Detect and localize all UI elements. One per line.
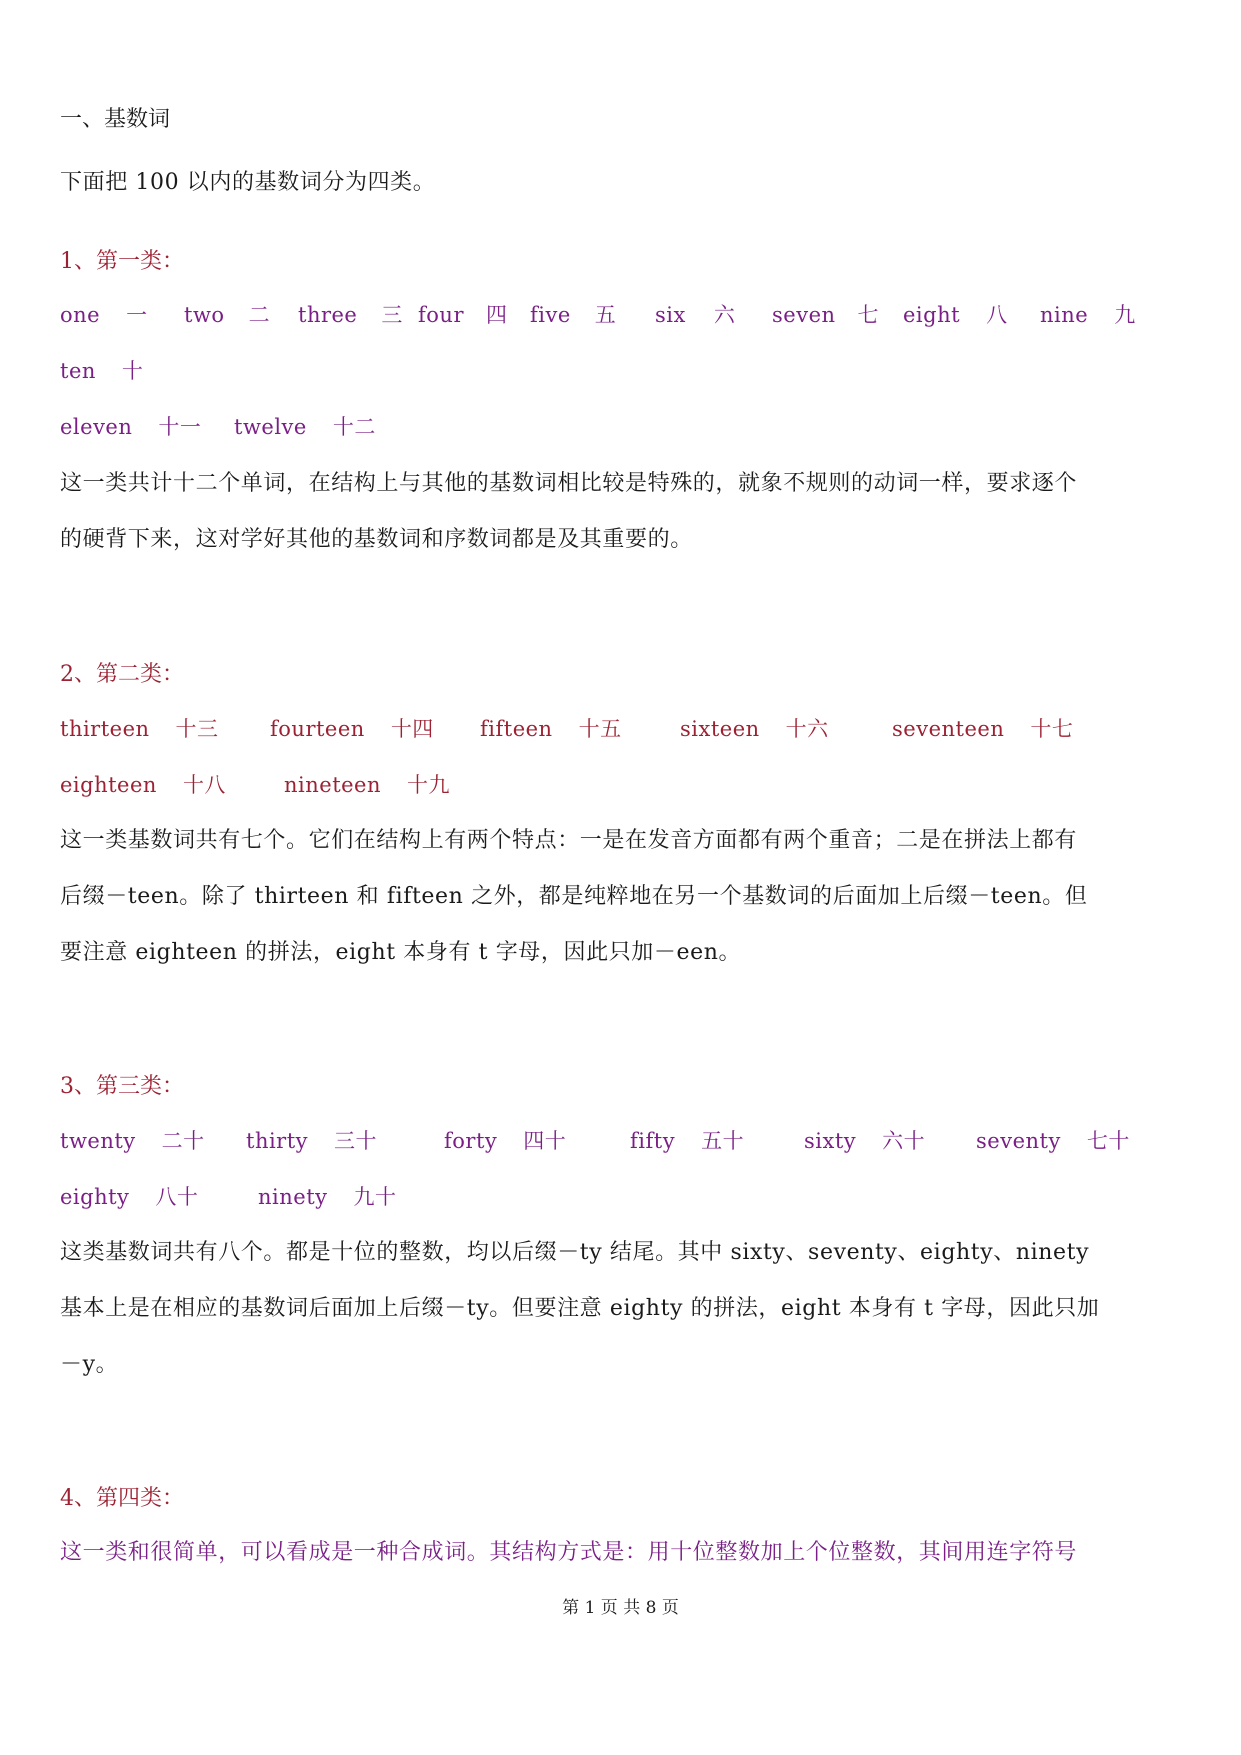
word-pair: thirty 三十 [246,1129,378,1153]
word-pair: nine 九 [1040,303,1136,327]
word-pair: seven 七 [772,303,880,327]
word-pair: six 六 [655,303,736,327]
section-title: 一、基数词 [60,107,171,132]
word-pair: eleven 十一 [60,415,202,439]
word-pair: fifteen 十五 [480,717,622,741]
cat3-text-line: －y。 [60,1352,119,1377]
word-pair: three 三 [298,303,403,327]
word-pair: two 二 [184,303,271,327]
word-pair: five 五 [530,303,617,327]
word-pair: twenty 二十 [60,1129,205,1153]
cat2-text-line: 要注意 eighteen 的拼法，eight 本身有 t 字母，因此只加－een。 [60,940,742,965]
word-pair: eight 八 [903,303,1008,327]
cat1-row2 [60,356,143,386]
word-pair: ten 十 [60,359,144,383]
word-pair: nineteen 十九 [284,773,451,797]
word-pair: ninety 九十 [258,1185,397,1209]
word-pair: one 一 [60,303,148,327]
cat3-text-line: 基本上是在相应的基数词后面加上后缀－ty。但要注意 eighty 的拼法，eight 本身有 t 字母，因此只加 [60,1296,1100,1321]
cat1-heading: 1、第一类： [60,249,184,274]
word-pair: seventeen 十七 [892,717,1074,741]
cat1-text-line: 的硬背下来，这对学好其他的基数词和序数词都是及其重要的。 [60,527,693,552]
word-pair: eighty 八十 [60,1185,199,1209]
cat2-text-line: 这一类基数词共有七个。它们在结构上有两个特点：一是在发音方面都有两个重音；二是在拼法上都有 [60,828,1078,853]
word-pair: fifty 五十 [630,1129,745,1153]
page-footer: 第 1 页 共 8 页 [562,1598,679,1618]
intro-text: 下面把 100 以内的基数词分为四类。 [60,170,436,195]
cat3-heading: 3、第三类： [60,1074,184,1099]
cat1-text-line: 这一类共计十二个单词，在结构上与其他的基数词相比较是特殊的，就象不规则的动词一样，要求逐个 [60,471,1078,496]
word-pair: seventy 七十 [976,1129,1130,1153]
word-pair: sixteen 十六 [680,717,829,741]
cat2-text-line: 后缀－teen。除了 thirteen 和 fifteen 之外，都是纯粹地在另一个基数词的后面加上后缀－teen。但 [60,884,1088,909]
cat4-heading: 4、第四类： [60,1486,184,1511]
word-pair: fourteen 十四 [270,717,434,741]
cat3-text-line: 这类基数词共有八个。都是十位的整数，均以后缀－ty 结尾。其中 sixty、seventy、eighty、ninety [60,1240,1090,1265]
cat2-heading: 2、第二类： [60,662,184,687]
word-pair: eighteen 十八 [60,773,226,797]
word-pair: forty 四十 [444,1129,567,1153]
word-pair: thirteen 十三 [60,717,219,741]
word-pair: four 四 [418,303,508,327]
cat4-text-line: 这一类和很简单，可以看成是一种合成词。其结构方式是：用十位整数加上个位整数，其间用连字符号 [60,1540,1078,1565]
word-pair: twelve 十二 [234,415,376,439]
word-pair: sixty 六十 [804,1129,926,1153]
